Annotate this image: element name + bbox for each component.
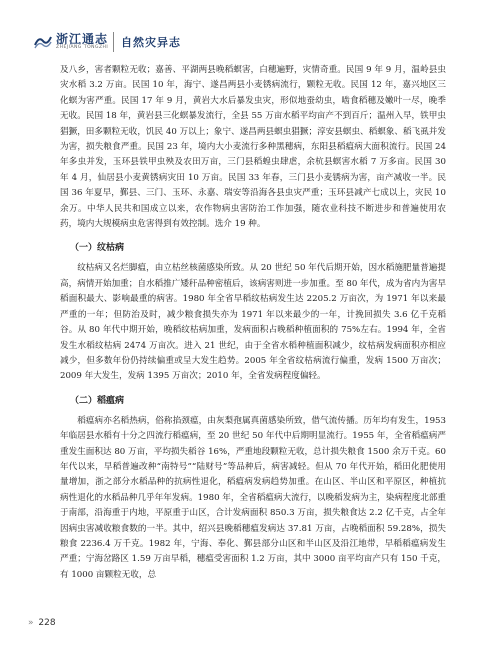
page-header	[0, 0, 480, 62]
subhead-sheath-blight: （一）纹枯病	[70, 243, 125, 254]
logo-title: 浙江通志	[56, 32, 109, 46]
wave-logo-icon	[34, 32, 52, 50]
logo-subtitle: ZHEJIANG TONGZHI	[56, 45, 109, 50]
header-divider	[113, 32, 114, 52]
rice-blast-paragraph: 稻瘟病亦名稻热病，俗称掐颈瘟，由灰梨孢属真菌感染所致，借气流传播。历年均有发生，1953 年临居县水稻有十分之四流行稻瘟病，至 20 世纪 50 年代中后期明显流行。1955 年，全省稻瘟病严重发生面积达 80 万亩，平均损失稻谷 16%，严重地段颗粒无收，总计损失粮食 1500 余万千克。60 年代以来，早稻普遍改种“南特号”“陆财号”等品种后，病害减轻。但从 70 年代开始，稻田化肥使用量增加，浙之部分水稻品种的抗病性退化，稻瘟病发病趋势加重。在山区、半山区和平原区，种植抗病性退化的水稻品种几乎年年发病。1980 年，全省稻瘟病大流行，以晚稻发病为主，染病程度北部重于南部，沿海重于内地，平原重于山区，合计发病面积 850.3 万亩，损失粮食达 2.2 亿千克，占全年因病虫害减收粮食数的一半。其中，绍兴县晚稻穗瘟发病达 37.81 万亩，占晚稻面积 59.28%，损失粮食 2236.4 万千克。1982 年，宁海、奉化、鄞县部分山区和半山区及沿江地带，早稻稻瘟病发生严重；宁海岔路区 1.59 万亩早稻，穗瘟受害面积 1.2 万亩，其中 3000 亩平均亩产只有 150 千克，有 1000 亩颗粒无收，总	[60, 415, 446, 580]
sheath-blight-paragraph: 纹枯病又名烂脚瘟，由立枯丝核菌感染所致。从 20 世纪 50 年代后期开始，因水稻施肥量普遍提高，病情开始加重；自水稻推广矮秆品种密植后，该病害则进一步加重。至 80 年代，成为省内为害早稻面积最大、影响最重的病害。1980 年全省早稻纹枯病发生达 2205.2 万亩次，为 1971 年以来最严重的一年；但防治及时，减少粮食损失亦为 1971 年以来最少的一年，计挽回损失 3.6 亿千克稻谷。从 80 年代中期开始，晚稻纹枯病加重，发病面积占晚稻种植面积的 75%左右。1994 年，全省发生水稻纹枯病 2474 万亩次。进入 21 世纪，由于全省水稻种植面积减少，纹枯病发病面积亦相应减少，但多数年份仍持续偏重或呈大发生趋势。2005 年全省纹枯病流行偏重，发病 1500 万亩次；2009 年大发生，发病 1395 万亩次；2010 年，全省发病程度偏轻。	[60, 263, 446, 382]
intro-paragraph: 及八乡，害者颗粒无收；嘉善、平湖两县晚稻螟害，白穗遍野，灾情奇重。民国 9 年 9 月，温岭县虫灾水稻 3.2 万亩。民国 10 年，海宁、遂昌两县小麦锈病流行，颗粒无收。民国 12 年，嘉兴地区三化螟为害严重。民国 17 年 9 月，黄岩大水后暴发虫灾，形似地蚕幼虫，啮食稻穗及嫩叶一尽，晚季无收。民国 18 年，黄岩县三化螟暴发流行，全县 55 万亩水稻平均亩产不到百斤；温州入早，铁甲虫猖獗，田多颗粒无收，饥民 40 万以上；象宁、遂昌两县螟虫猖獗；淳安县螟虫、稻螟象、稻飞虱并发为害，损失粮食严重。民国 23 年，境内大小麦流行多种黑穗病，东阳县稻瘟病大面积流行。民国 24 年多虫并发，玉环县铁甲虫殃及农田万亩，三门县稻蝗虫肆虐，余杭县螟害水稻 7 万多亩。民国 30 年 4 月，仙居县小麦黄锈病灾田 10 万亩。民国 33 年春，三门县小麦锈病为害，亩产减收一半。民国 36 年夏早，鄞县、三门、玉环、永嘉、瑞安等沿海各县虫灾严重；玉环县减产七成以上，灾民 10 余万。中华人民共和国成立以来，农作物病虫害防治工作加强，随农业科技不断进步和普遍使用农药，境内大规模病虫危害得到有效控制。选介 19 种。	[60, 65, 446, 230]
page-body	[60, 63, 446, 583]
section-title: 自然灾异志	[121, 36, 181, 49]
page-number: 228	[38, 618, 56, 628]
logo	[34, 30, 114, 56]
page-footer	[28, 618, 56, 628]
subhead-rice-blast: （二）稻瘟病	[70, 395, 125, 406]
chevron-right-icon: »	[28, 618, 34, 628]
